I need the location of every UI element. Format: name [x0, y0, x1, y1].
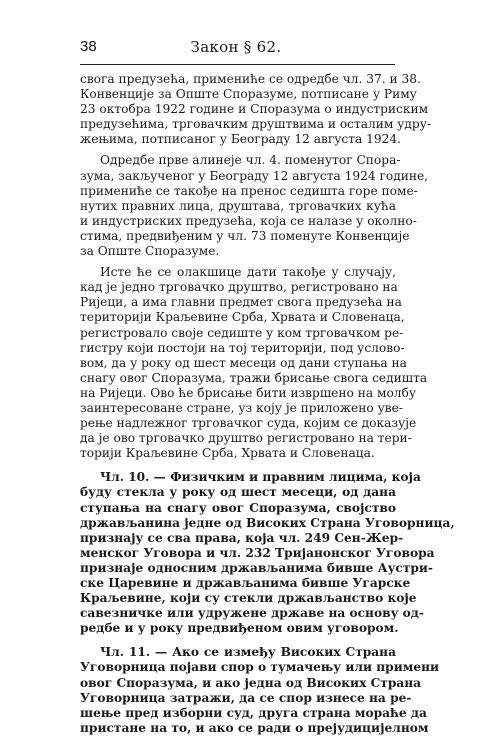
article-number: Чл. 11.: [100, 645, 151, 660]
text-line: жењима, потписаног у Београду 12 августа 1924.: [80, 132, 402, 147]
text-line: Уговорница појави спор о тумачењу или примени: [80, 660, 440, 675]
text-line: кад је једно трговачко друштво, регистровано на: [80, 280, 398, 295]
text-line: ске Царевине и држављанима бивше Угарске: [80, 576, 411, 590]
text-line: Ријеци, а има главни предмет свога предузећа на: [80, 295, 402, 310]
text-line: на Ријеци. Ово ће брисање бити извршено на молбу: [80, 385, 417, 400]
text-line: Одредбе прве алинеје чл. 4. поменутог Спора-: [100, 153, 401, 168]
text-line: пристане на то, и ако се ради о прејудицијелном: [80, 720, 429, 735]
text-line: признаје односним држављанима бивше Аустри-: [80, 560, 433, 575]
paragraph-1: [80, 72, 431, 147]
text-line: Уговорница затражи, да се спор изнесе на ре-: [80, 690, 412, 705]
text-line: менског Уговора и чл. 232 Тријанонског Уговора: [80, 545, 435, 560]
text-line: Исте ће се олакшице дати такође у случају,: [100, 265, 396, 280]
text-line: буду стекла у року од шест месеци, од дана: [80, 485, 396, 500]
text-line: територији Краљевине Срба, Хрвата и Словенаца,: [80, 310, 405, 325]
article-number: Чл. 10.: [100, 470, 150, 485]
article-10: [80, 470, 455, 636]
text-line: предузећима, трговачким друштвима и осталим удру-: [80, 117, 431, 132]
article-text-start: — Ако се између Високих Страна: [150, 645, 396, 660]
paragraph-2: [80, 153, 429, 259]
text-line: зума, закљученог у Београду 12 августа 1924 године,: [80, 168, 429, 183]
page-number: 38: [80, 38, 97, 55]
text-line: савезничке или удружене државе на основу од-: [80, 606, 424, 621]
text-line: Краљевине, који су стекли држављанство које: [80, 591, 417, 606]
article-text-start: — Физичким и правним лицима, која: [149, 470, 421, 485]
text-line: гистру који постоји на тој територији, под услово-: [80, 340, 405, 355]
article-11: [80, 645, 440, 736]
text-line: ступања на снагу овог Споразума, својство: [80, 500, 396, 515]
page-body: [80, 72, 455, 736]
text-line: нутих правних лица, друштава, трговачких кућа: [80, 198, 396, 213]
text-line: заинтересоване стране, уз коју је приложено уве-: [80, 400, 403, 415]
text-line: свога предузећа, примениће се одредбе чл. 37. и 38.: [80, 72, 421, 86]
text-line: [80, 645, 396, 660]
text-line: и индустриских предузећа, која се налазе у околно-: [80, 213, 417, 228]
page-header: [80, 38, 392, 60]
text-line: 23 октобра 1922 године и Споразума о индустриским: [80, 102, 429, 117]
text-line: за Опште Споразуме.: [80, 244, 220, 259]
text-line: торији Краљевине Срба, Хрвата и Словенаца.: [80, 446, 375, 461]
text-line: Конвенције за Опште Споразуме, потписане у Риму: [80, 87, 417, 102]
text-line: вом, да у року од шест месеци од дани ступања на: [80, 355, 407, 370]
text-line: снагу овог Споразума, тражи брисање свога седишта: [80, 370, 428, 385]
text-line: шење пред изборни суд, друга страна мораће да: [80, 705, 427, 720]
text-line: примениће се такође на пренос седишта горе поме-: [80, 183, 418, 198]
text-line: стима, предвиђеним у чл. 73 поменуте Конвенције: [80, 228, 410, 243]
running-title: Закон § 62.: [190, 38, 282, 56]
text-line: држављанина једне од Високих Страна Уговорница,: [80, 515, 455, 530]
text-line: [80, 470, 421, 485]
text-line: да је ово трговачко друштво регистровано на тери-: [80, 431, 412, 446]
header-rule: [80, 64, 395, 65]
paragraph-3: [80, 265, 428, 461]
text-line: рење надлежног трговачког суда, којим се доказује: [80, 416, 417, 431]
text-line: признају се сва права, која чл. 249 Сен-Жер-: [80, 530, 404, 545]
text-line: овог Споразума, и ако једна од Високих Страна: [80, 675, 422, 690]
text-line: регистровало своје седиште у ком трговачком ре-: [80, 325, 404, 340]
text-line: редбе и у року предвиђеном овим уговором.: [80, 621, 399, 636]
